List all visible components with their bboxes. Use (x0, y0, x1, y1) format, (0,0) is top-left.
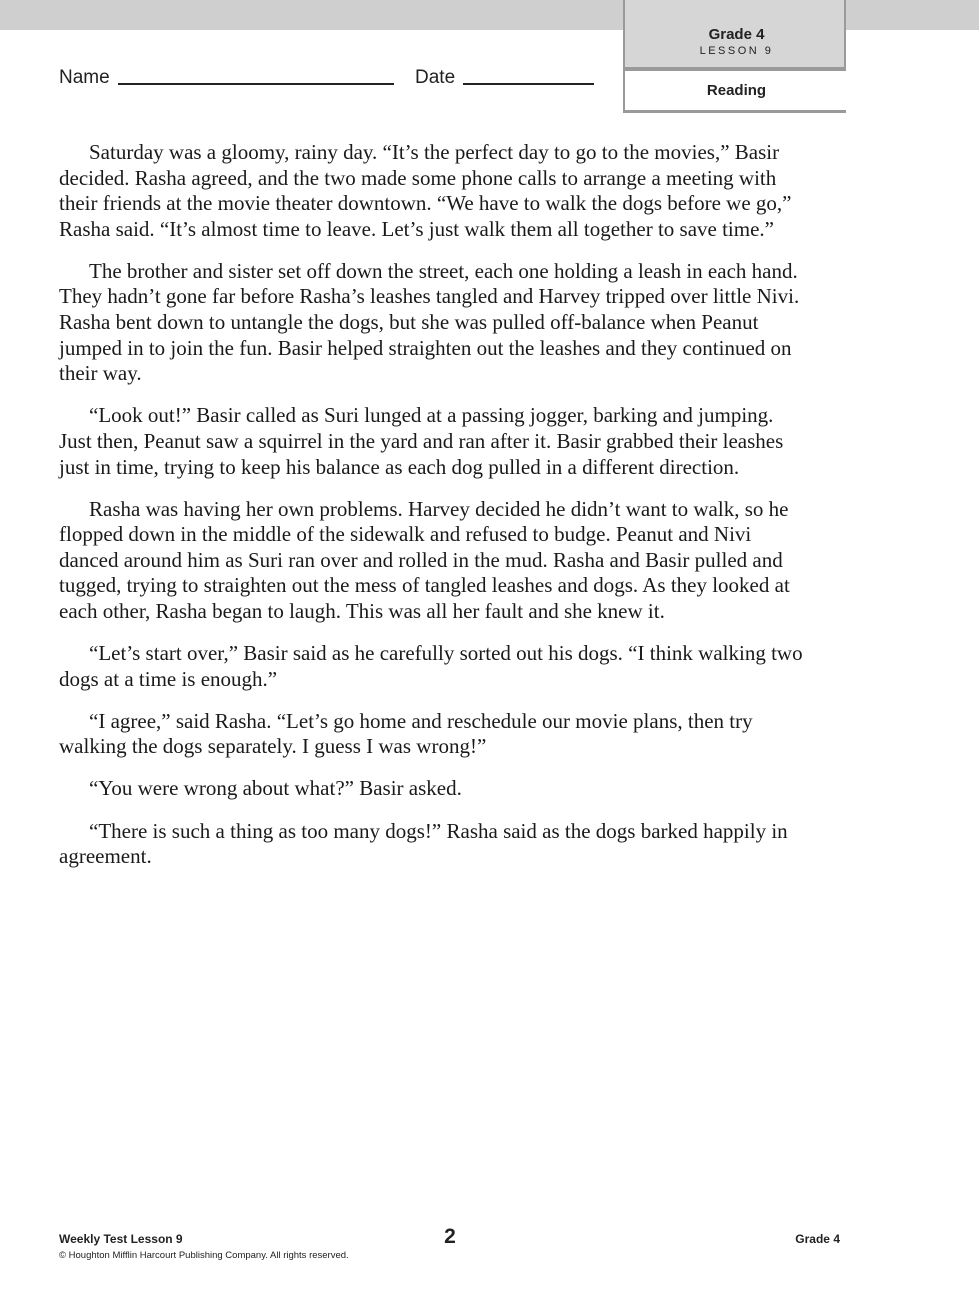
passage-paragraph: Saturday was a gloomy, rainy day. “It’s the perfect day to go to the movies,” Basir decided. Rasha agreed, and the two made some phone calls to arrange a meeting with their friends at the movie theater downtown. “We have to walk the dogs before we go,” Rasha said. “It’s almost time to leave. Let’s just walk them all together to save time.” (59, 140, 792, 241)
passage-paragraph: “Look out!” Basir called as Suri lunged at a passing jogger, barking and jumping. Just then, Peanut saw a squirrel in the yard and ran after it. Basir grabbed their leashes just in time, trying to keep his balance as each dog pulled in a different direction. (59, 403, 784, 479)
date-field[interactable] (463, 83, 594, 85)
lesson-label: LESSON 9 (699, 45, 774, 57)
grade-box (623, 0, 846, 67)
date-label: Date (415, 67, 456, 88)
subject-box (623, 71, 846, 113)
passage-paragraph: “I agree,” said Rasha. “Let’s go home and reschedule our movie plans, then try walking the dogs separately. I guess I was wrong!” (59, 708, 753, 759)
subject-label: Reading (706, 82, 767, 99)
passage-paragraph: “You were wrong about what?” Basir asked. (89, 776, 462, 801)
passage-paragraph: “There is such a thing as too many dogs!” Rasha said as the dogs barked happily in agreement. (59, 818, 788, 869)
footer-grade: Grade 4 (795, 1232, 840, 1246)
lesson-tab (623, 0, 846, 113)
footer-test-name: Weekly Test Lesson 9 (59, 1232, 183, 1246)
grade-label: Grade 4 (708, 26, 765, 43)
passage-paragraph: “Let’s start over,” Basir said as he carefully sorted out his dogs. “I think walking two dogs at a time is enough.” (59, 641, 803, 691)
name-field[interactable] (118, 83, 394, 85)
passage-paragraph: The brother and sister set off down the street, each one holding a leash in each hand. They hadn’t gone far before Rasha’s leashes tangled and Harvey tripped over little Nivi. Rasha bent down to untangle the dogs, but she was pulled off-balance when Peanut jumped in to join the fun. Basir helped straighten out the leashes and they continued on their way. (59, 258, 800, 386)
footer-copyright: © Houghton Mifflin Harcourt Publishing Company. All rights reserved. (59, 1250, 349, 1261)
name-label: Name (59, 67, 110, 88)
passage-paragraph: Rasha was having her own problems. Harvey decided he didn’t want to walk, so he flopped down in the middle of the sidewalk and refused to budge. Peanut and Nivi danced around him as Suri ran over and rolled in the mud. Rasha and Basir pulled and tugged, trying to straighten out the mess of tangled leashes and dogs. As they looked at each other, Rasha began to laugh. This was all her fault and she knew it. (59, 496, 790, 623)
page-number: 2 (444, 1225, 456, 1248)
reading-passage (59, 140, 804, 886)
